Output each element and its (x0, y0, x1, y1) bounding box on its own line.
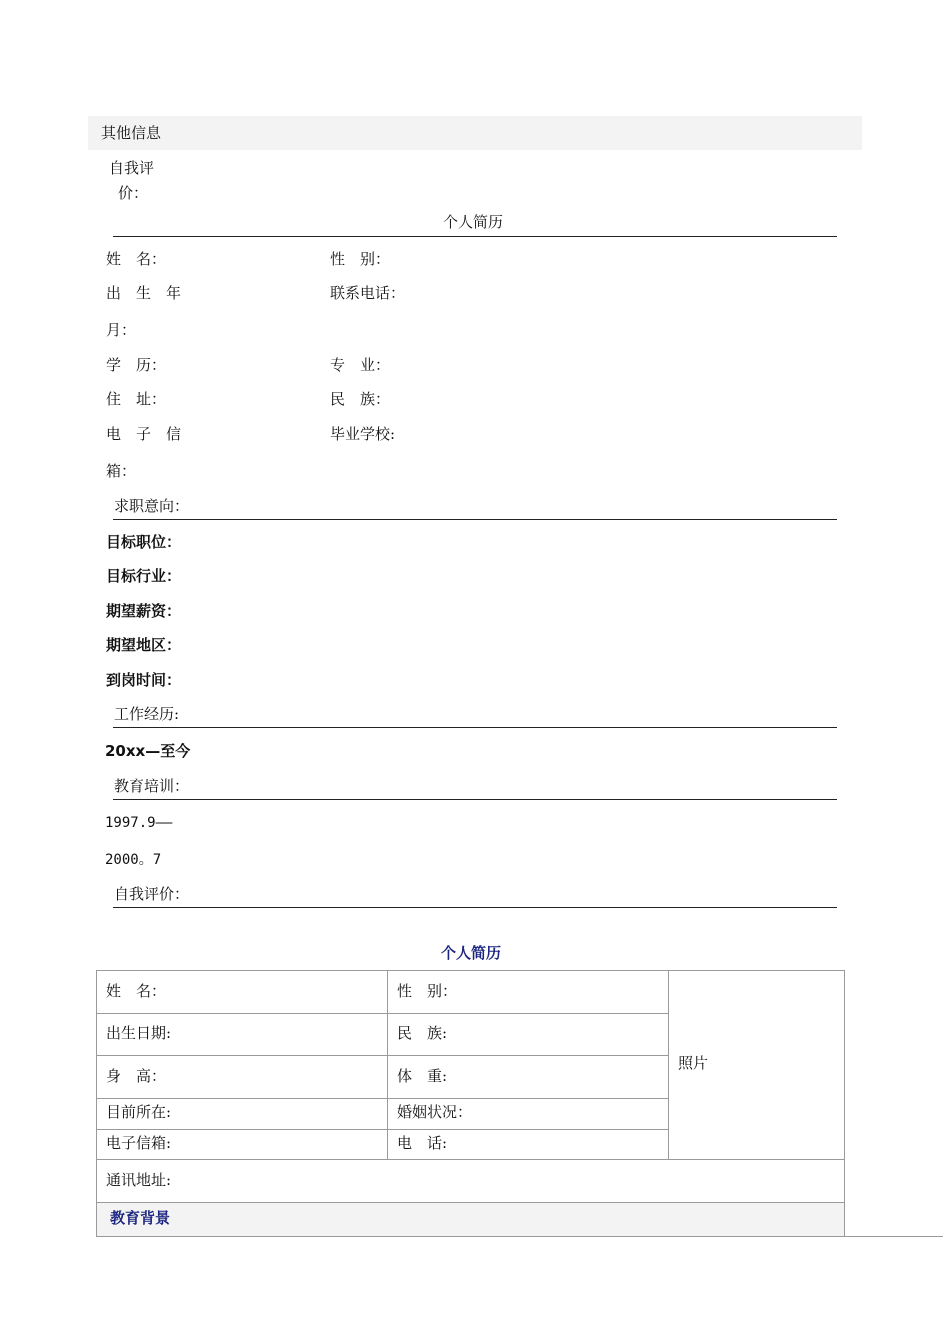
job-intention-item: 到岗时间： (106, 671, 182, 689)
t-marital-status: 婚姻状况： (397, 1103, 473, 1121)
edu-training-divider (113, 799, 837, 800)
field-phone: 联系电话： (330, 284, 406, 302)
t-phone: 电 话: (397, 1134, 448, 1152)
job-intention-heading: 求职意向： (114, 497, 190, 515)
page-rule (845, 1236, 943, 1237)
field-gender: 性 别： (330, 250, 391, 268)
t-photo: 照片 (678, 1054, 709, 1072)
address-row (96, 1159, 845, 1203)
t-name: 姓 名： (106, 982, 167, 1000)
other-info-header-bar (88, 116, 862, 150)
field-name: 姓 名： (106, 250, 167, 268)
field-birth-line1: 出 生 年 (106, 284, 182, 302)
t-education-background: 教育背景 (110, 1209, 171, 1227)
edu-period-line1: 1997.9—— (105, 815, 173, 831)
field-address: 住 址： (106, 390, 167, 408)
resume2-title: 个人简历 (441, 944, 502, 962)
title-divider (113, 236, 837, 237)
job-intention-item: 目标行业： (106, 567, 182, 585)
self-eval-label-line2: 价： (118, 184, 149, 202)
job-intention-item: 期望薪资： (106, 602, 182, 620)
self-eval-label-line1: 自我评 (109, 159, 155, 177)
t-ethnicity: 民 族: (397, 1024, 448, 1042)
t-email: 电子信箱: (106, 1134, 172, 1152)
field-email-line2: 箱： (106, 462, 137, 480)
t-birth-date: 出生日期: (106, 1024, 172, 1042)
work-period: 20xx—至今 (105, 742, 191, 760)
field-ethnicity: 民 族： (330, 390, 391, 408)
job-intention-divider (113, 519, 837, 520)
t-current-location: 目前所在: (106, 1103, 172, 1121)
education-background-row (96, 1202, 845, 1237)
field-birth-line2: 月： (106, 321, 137, 339)
field-email-line1: 电 子 信 (106, 425, 182, 443)
other-info-header: 其他信息 (101, 124, 162, 142)
edu-training-heading: 教育培训： (114, 777, 190, 795)
edu-period-line2: 2000。7 (105, 852, 162, 868)
self-evaluation-heading: 自我评价： (114, 885, 190, 903)
resume-title: 个人简历 (443, 213, 504, 231)
t-weight: 体 重: (397, 1067, 448, 1085)
t-gender: 性 别： (397, 982, 458, 1000)
t-height: 身 高： (106, 1067, 167, 1085)
job-intention-item: 目标职位： (106, 533, 182, 551)
field-major: 专 业： (330, 356, 391, 374)
self-evaluation-divider (113, 907, 837, 908)
t-mailing-address: 通讯地址: (106, 1171, 172, 1189)
job-intention-item: 期望地区： (106, 636, 182, 654)
field-education: 学 历： (106, 356, 167, 374)
work-divider (113, 727, 837, 728)
work-heading: 工作经历: (114, 705, 180, 723)
field-school: 毕业学校: (330, 425, 396, 443)
